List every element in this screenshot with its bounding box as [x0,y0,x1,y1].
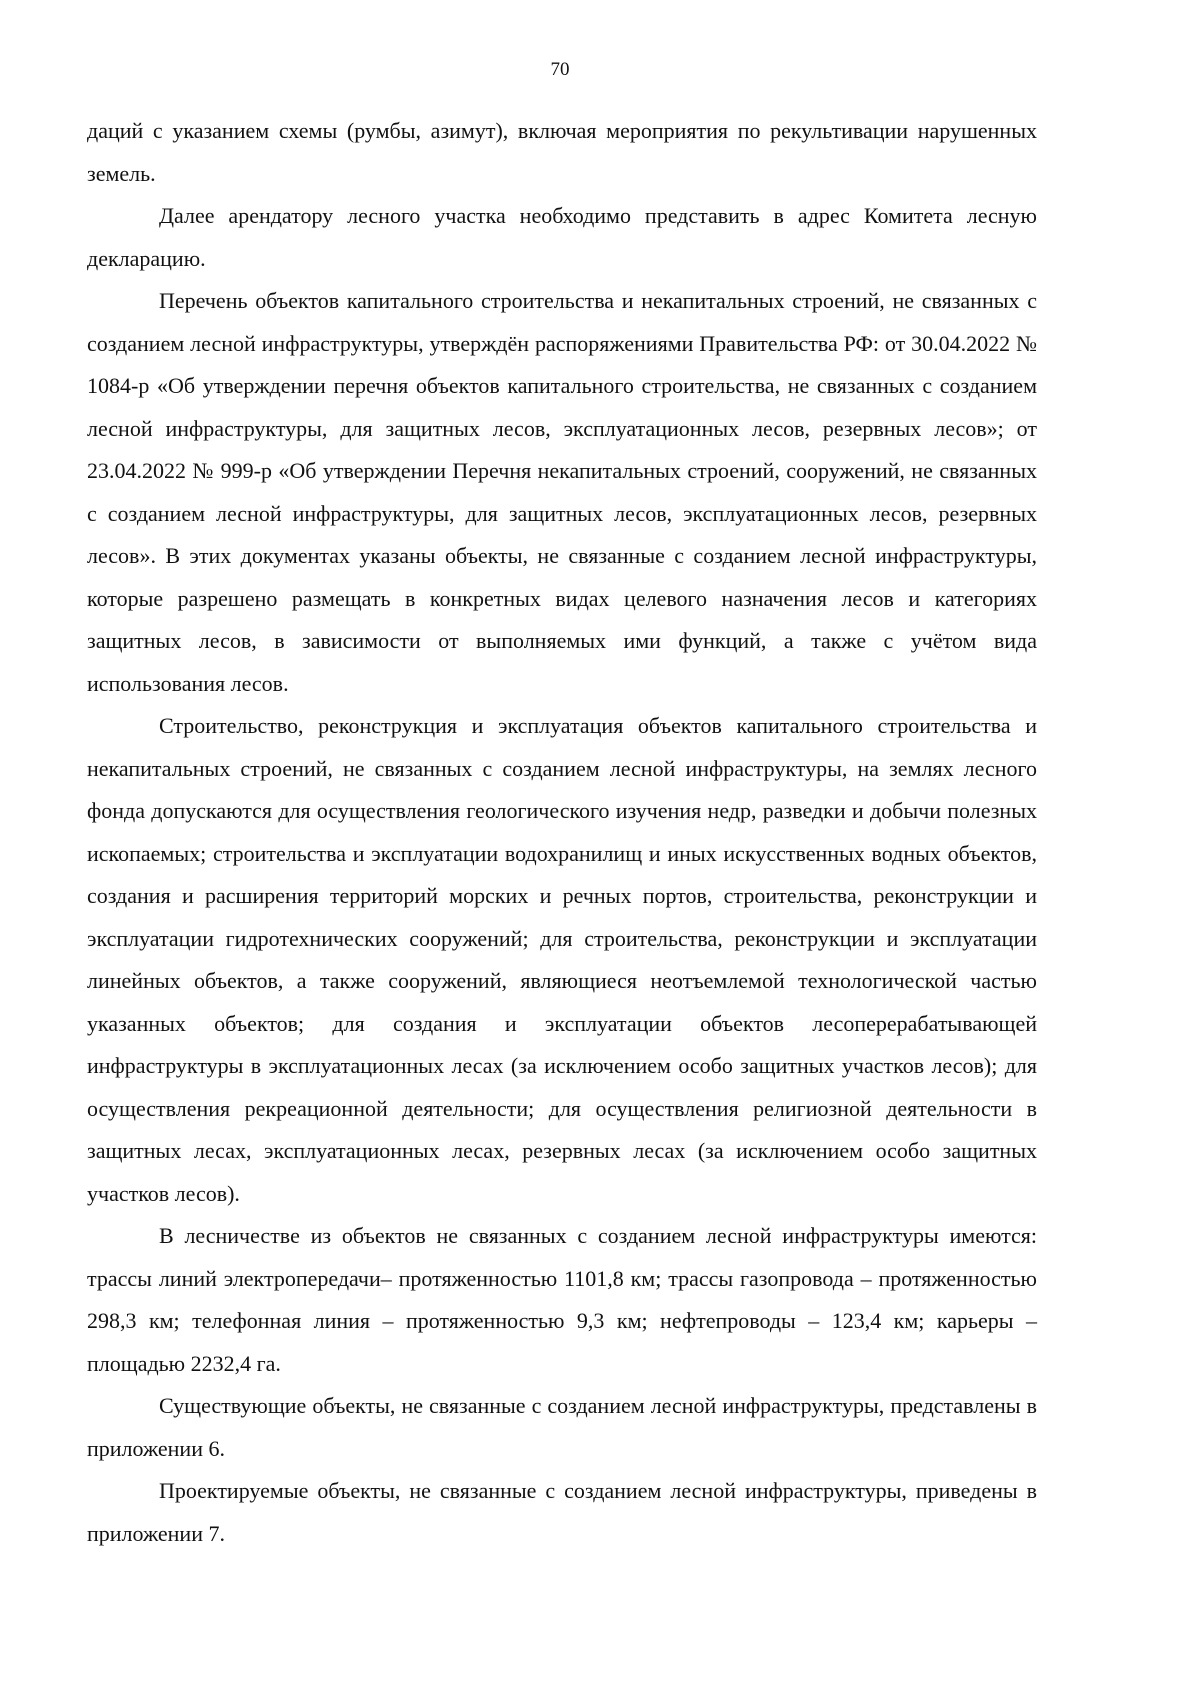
paragraph-existing-infrastructure: В лесничестве из объектов не связанных с созданием лесной инфраструктуры имеются: трассы линий электропередачи– протяженностью 1101,8 км; трассы газопровода – протяженностью 298,3 км; телефонная линия – протяженностью 9,3 км; нефтепроводы – 123,4 км; карьеры – площадью 2232,4 га. [87,1223,1037,1376]
paragraph-construction-permitted: Строительство, реконструкция и эксплуатация объектов капитального строительства и некапитальных строений, не связанных с созданием лесной инфраструктуры, на землях лесного фонда допускаются для осуществления геологического изучения недр, разведки и добычи полезных ископаемых; строительства и эксплуатации водохранилищ и иных искусственных водных объектов, создания и расширения территорий морских и речных портов, строительства, реконструкции и эксплуатации гидротехнических сооружений; для строительства, реконструкции и эксплуатации линейных объектов, а также сооружений, являющиеся неотъемлемой технологической частью указанных объектов; для создания и эксплуатации объектов лесоперерабатывающей инфраструктуры в эксплуатационных лесах (за исключением особо защитных участков лесов); для осуществления рекреационной деятельности; для осуществления религиозной деятельности в защитных лесах, эксплуатационных лесах, резервных лесах (за исключением особо защитных участков лесов). [87,713,1037,1206]
paragraph-appendix-7: Проектируемые объекты, не связанные с созданием лесной инфраструктуры, приведены в приложении 7. [87,1478,1037,1546]
document-body [87,110,1037,1555]
paragraph-appendix-6: Существующие объекты, не связанные с созданием лесной инфраструктуры, представлены в приложении 6. [87,1393,1037,1461]
paragraph-forest-declaration: Далее арендатору лесного участка необходимо представить в адрес Комитета лесную декларацию. [87,203,1037,271]
paragraph-object-list-orders: Перечень объектов капитального строительства и некапитальных строений, не связанных с созданием лесной инфраструктуры, утверждён распоряжениями Правительства РФ: от 30.04.2022 № 1084-р «Об утверждении перечня объектов капитального строительства, не связанных с созданием лесной инфраструктуры, для защитных лесов, эксплуатационных лесов, резервных лесов»; от 23.04.2022 № 999-р «Об утверждении Перечня некапитальных строений, сооружений, не связанных с созданием лесной инфраструктуры, для защитных лесов, эксплуатационных лесов, резервных лесов». В этих документах указаны объекты, не связанные с созданием лесной инфраструктуры, которые разрешено размещать в конкретных видах целевого назначения лесов и категориях защитных лесов, в зависимости от выполняемых ими функций, а также с учётом вида использования лесов. [87,288,1037,696]
paragraph-continuation: даций с указанием схемы (румбы, азимут), включая мероприятия по рекультивации нарушенных земель. [87,118,1037,186]
page-number: 70 [550,59,570,80]
